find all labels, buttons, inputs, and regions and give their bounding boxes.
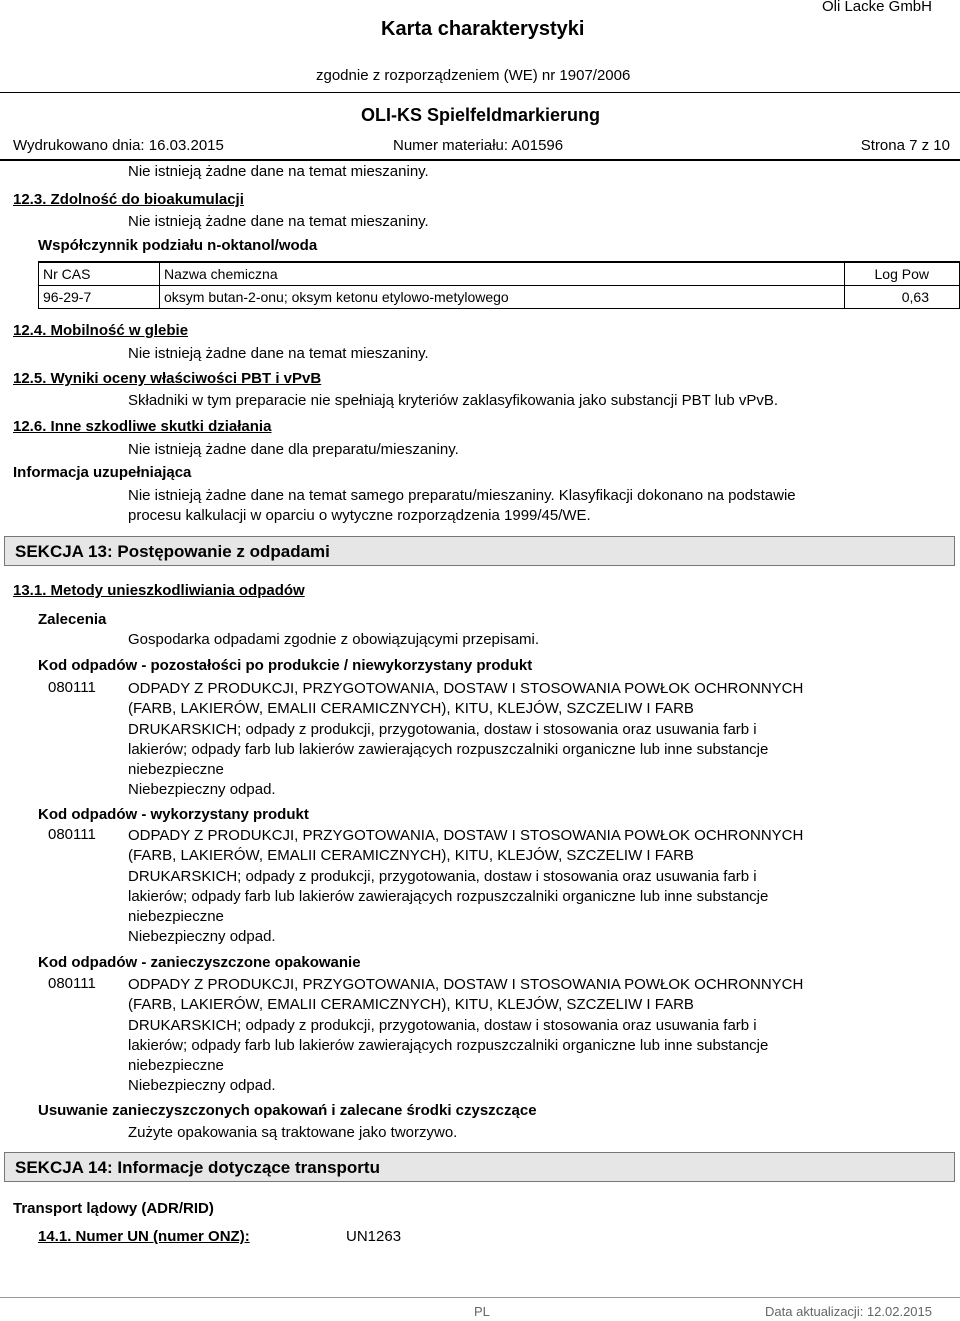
waste-line: (FARB, LAKIERÓW, EMALII CERAMICZNYCH), KITU, KLEJÓW, SZCZELIW I FARB [128,996,694,1014]
additional-info-line2: procesu kalkulacji w oparciu o wytyczne rozporządzenia 1999/45/WE. [128,507,591,524]
recommendations-text: Gospodarka odpadami zgodnie z obowiązującymi przepisami. [128,631,540,648]
material-number: Numer materiału: A01596 [393,137,564,154]
header-rule-top [0,92,960,93]
waste-group-title: Kod odpadów - pozostałości po produkcie / niewykorzystany produkt [38,657,533,674]
heading-12-6: 12.6. Inne szkodliwe skutki działania [13,418,272,435]
mixture-no-data-text: Nie istnieją żadne dane na temat mieszaniny. [128,163,429,180]
logpow-value-cell: 0,63 [845,286,960,309]
page-number: Strona 7 z 10 [860,137,950,154]
recommendations-label: Zalecenia [38,611,107,628]
footer-rule [0,1297,960,1298]
packaging-text: Zużyte opakowania są traktowane jako tworzywo. [128,1124,458,1141]
waste-group-title: Kod odpadów - wykorzystany produkt [38,806,309,823]
additional-info-line1: Nie istnieją żadne dane na temat samego preparatu/mieszaniny. Klasyfikacji dokonano na podstawie [128,487,796,504]
waste-code: 080111 [48,679,96,696]
waste-description [128,679,958,801]
waste-line: lakierów; odpady farb lub lakierów zawierających rozpuszczalniki organiczne lub inne substancje [128,1036,769,1054]
heading-12-3: 12.3. Zdolność do bioakumulacji [13,191,244,208]
waste-line: Niebezpieczny odpad. [128,1077,276,1095]
language-code: PL [474,1304,490,1319]
header-rule-bottom [0,159,960,161]
waste-line: ODPADY Z PRODUKCJI, PRZYGOTOWANIA, DOSTAW I STOSOWANIA POWŁOK OCHRONNYCH [128,680,804,697]
product-name: OLI-KS Spielfeldmarkierung [361,105,601,125]
partition-coefficient-title: Współczynnik podziału n-oktanol/woda [38,237,318,254]
company-name: Oli Lacke GmbH [821,0,932,15]
partition-coefficient-table [38,261,960,309]
pbt-text: Składniki w tym preparacie nie spełniają kryteriów zaklasyfikowania jako substancji PBT lub vPvB. [128,392,779,409]
update-date: Data aktualizacji: 12.02.2015 [765,1304,932,1319]
bioaccumulation-text: Nie istnieją żadne dane na temat mieszaniny. [128,213,429,230]
col-cas-header: Nr CAS [39,262,160,286]
section-14-bar [4,1152,955,1182]
waste-line: DRUKARSKICH; odpady z produkcji, przygotowania, dostaw i stosowania oraz usuwania farb i [128,1016,757,1034]
waste-line: niebezpieczne [128,908,224,926]
table-row [39,286,960,309]
waste-line: niebezpieczne [128,761,224,779]
waste-line: ODPADY Z PRODUKCJI, PRZYGOTOWANIA, DOSTAW I STOSOWANIA POWŁOK OCHRONNYCH [128,827,804,844]
un-number-label: 14.1. Numer UN (numer ONZ): [38,1228,250,1245]
col-logpow-header: Log Pow [845,262,960,286]
waste-line: ODPADY Z PRODUKCJI, PRZYGOTOWANIA, DOSTAW I STOSOWANIA POWŁOK OCHRONNYCH [128,976,804,993]
chemical-name-cell: oksym butan-2-onu; oksym ketonu etylowo-metylowego [160,286,845,309]
waste-line: DRUKARSKICH; odpady z produkcji, przygotowania, dostaw i stosowania oraz usuwania farb i [128,720,757,738]
col-name-header: Nazwa chemiczna [160,262,845,286]
land-transport-title: Transport lądowy (ADR/RID) [13,1200,214,1217]
waste-line: DRUKARSKICH; odpady z produkcji, przygotowania, dostaw i stosowania oraz usuwania farb i [128,867,757,885]
waste-line: lakierów; odpady farb lub lakierów zawierających rozpuszczalniki organiczne lub inne substancje [128,740,769,758]
mobility-text: Nie istnieją żadne dane na temat mieszaniny. [128,345,429,362]
waste-description [128,826,958,948]
packaging-title: Usuwanie zanieczyszczonych opakowań i zalecane środki czyszczące [38,1102,537,1119]
waste-group-title: Kod odpadów - zanieczyszczone opakowanie [38,954,361,971]
waste-code: 080111 [48,826,96,843]
heading-13-1: 13.1. Metody unieszkodliwiania odpadów [13,582,305,599]
section-13-title: SEKCJA 13: Postępowanie z odpadami [15,542,330,561]
waste-line: (FARB, LAKIERÓW, EMALII CERAMICZNYCH), KITU, KLEJÓW, SZCZELIW I FARB [128,847,694,865]
waste-description [128,975,958,1097]
cas-number-cell: 96-29-7 [39,286,160,309]
waste-code: 080111 [48,975,96,992]
regulation-text: zgodnie z rozporządzeniem (WE) nr 1907/2006 [316,67,631,84]
print-date: Wydrukowano dnia: 16.03.2015 [13,137,224,154]
waste-line: lakierów; odpady farb lub lakierów zawierających rozpuszczalniki organiczne lub inne substancje [128,887,769,905]
waste-line: (FARB, LAKIERÓW, EMALII CERAMICZNYCH), KITU, KLEJÓW, SZCZELIW I FARB [128,700,694,718]
waste-line: niebezpieczne [128,1057,224,1075]
table-header-row [39,262,960,286]
waste-line: Niebezpieczny odpad. [128,928,276,946]
other-effects-text: Nie istnieją żadne dane dla preparatu/mieszaniny. [128,441,459,458]
waste-line: Niebezpieczny odpad. [128,781,276,799]
section-14-title: SEKCJA 14: Informacje dotyczące transportu [15,1158,380,1177]
additional-info-title: Informacja uzupełniająca [13,464,192,481]
section-13-bar [4,536,955,566]
heading-12-5: 12.5. Wyniki oceny właściwości PBT i vPvB [13,370,322,387]
un-number-value: UN1263 [346,1228,402,1245]
document-title: Karta charakterystyki [381,18,585,40]
heading-12-4: 12.4. Mobilność w glebie [13,322,189,339]
